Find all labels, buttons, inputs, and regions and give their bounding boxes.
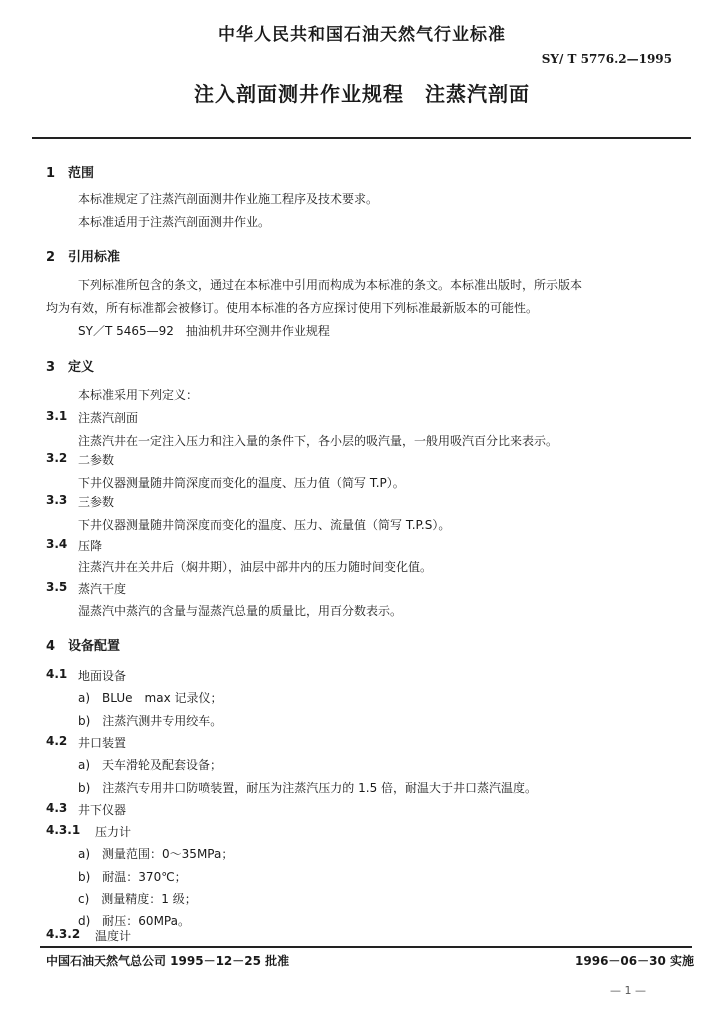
definition-3-3-number: 3.3: [46, 493, 68, 507]
definition-3-2-number: 3.2: [46, 451, 68, 465]
section-2-paragraph-line-1: 下列标准所包含的条文，通过在本标准中引用而构成为本标准的条文。本标准出版时，所示版本: [78, 278, 583, 292]
subsection-4-3-2-title: 温度计: [95, 929, 132, 943]
subsection-4-3-1-number: 4.3.1: [46, 823, 81, 837]
definition-3-1-number: 3.1: [46, 409, 68, 423]
standard-category: 中华人民共和国石油天然气行业标准: [218, 25, 506, 45]
list-item-4-2-b: b) 注蒸汽专用井口防喷装置，耐压为注蒸汽压力的 1.5 倍，耐温大于井口蒸汽温度。: [78, 781, 538, 795]
section-1-heading: 1 范围: [46, 166, 95, 181]
definition-3-5-term: 蒸汽干度: [78, 582, 127, 596]
list-item-4-3-1-a: a) 测量范围：0～35MPa；: [78, 847, 234, 861]
header-divider: [32, 137, 691, 139]
subsection-4-1-number: 4.1: [46, 667, 68, 681]
footer-divider: [40, 946, 692, 948]
subsection-4-2-title: 井口装置: [78, 736, 127, 750]
referenced-standard: SY／T 5465—92 抽油机井环空测井作业规程: [78, 324, 330, 338]
implementation-date: 1996－06－30 实施: [575, 954, 694, 968]
definition-3-3-text: 下井仪器测量随井筒深度而变化的温度、压力、流量值（简写 T.P.S）。: [78, 518, 451, 532]
definitions-intro: 本标准采用下列定义：: [78, 388, 199, 402]
definition-3-4-number: 3.4: [46, 537, 68, 551]
section-1-paragraph-1: 本标准规定了注蒸汽剖面测井作业施工程序及技术要求。: [78, 192, 379, 206]
section-2-heading: 2 引用标准: [46, 250, 121, 265]
document-title: 注入剖面测井作业规程 注蒸汽剖面: [194, 82, 530, 106]
section-1-paragraph-2: 本标准适用于注蒸汽剖面测井作业。: [78, 215, 271, 229]
approval-date: 中国石油天然气总公司 1995－12－25 批准: [46, 954, 290, 968]
subsection-4-3-title: 井下仪器: [78, 803, 127, 817]
list-item-4-3-1-c: c) 测量精度：1 级；: [78, 892, 197, 906]
definition-3-5-number: 3.5: [46, 580, 68, 594]
definition-3-4-term: 压降: [78, 539, 103, 553]
definition-3-1-text: 注蒸汽井在一定注入压力和注入量的条件下，各小层的吸汽量，一般用吸汽百分比来表示。: [78, 434, 559, 448]
subsection-4-3-1-title: 压力计: [95, 825, 132, 839]
section-3-heading: 3 定义: [46, 360, 95, 375]
subsection-4-3-number: 4.3: [46, 801, 68, 815]
subsection-4-1-title: 地面设备: [78, 669, 127, 683]
subsection-4-2-number: 4.2: [46, 734, 68, 748]
definition-3-3-term: 三参数: [78, 495, 115, 509]
definition-3-5-text: 湿蒸汽中蒸汽的含量与湿蒸汽总量的质量比，用百分数表示。: [78, 604, 403, 618]
definition-3-2-text: 下井仪器测量随井筒深度而变化的温度、压力值（简写 T.P）。: [78, 476, 405, 490]
list-item-4-1-b: b) 注蒸汽测井专用绞车。: [78, 714, 223, 728]
list-item-4-2-a: a) 天车滑轮及配套设备；: [78, 758, 223, 772]
subsection-4-3-2-number: 4.3.2: [46, 927, 81, 941]
standard-number: SY/ T 5776.2—1995: [541, 52, 672, 66]
definition-3-1-term: 注蒸汽剖面: [78, 411, 139, 425]
section-2-paragraph-line-2: 均为有效，所有标准都会被修订。使用本标准的各方应探讨使用下列标准最新版本的可能性。: [46, 301, 539, 315]
list-item-4-1-a: a) BLUe max 记录仪；: [78, 691, 223, 705]
page-number: — 1 —: [610, 984, 646, 997]
definition-3-2-term: 二参数: [78, 453, 115, 467]
section-4-heading: 4 设备配置: [46, 639, 121, 654]
definition-3-4-text: 注蒸汽井在关井后（焖井期），油层中部井内的压力随时间变化值。: [78, 560, 433, 574]
list-item-4-3-1-b: b) 耐温：370℃；: [78, 870, 187, 884]
list-item-4-3-1-d: d) 耐压：60MPa。: [78, 914, 190, 928]
